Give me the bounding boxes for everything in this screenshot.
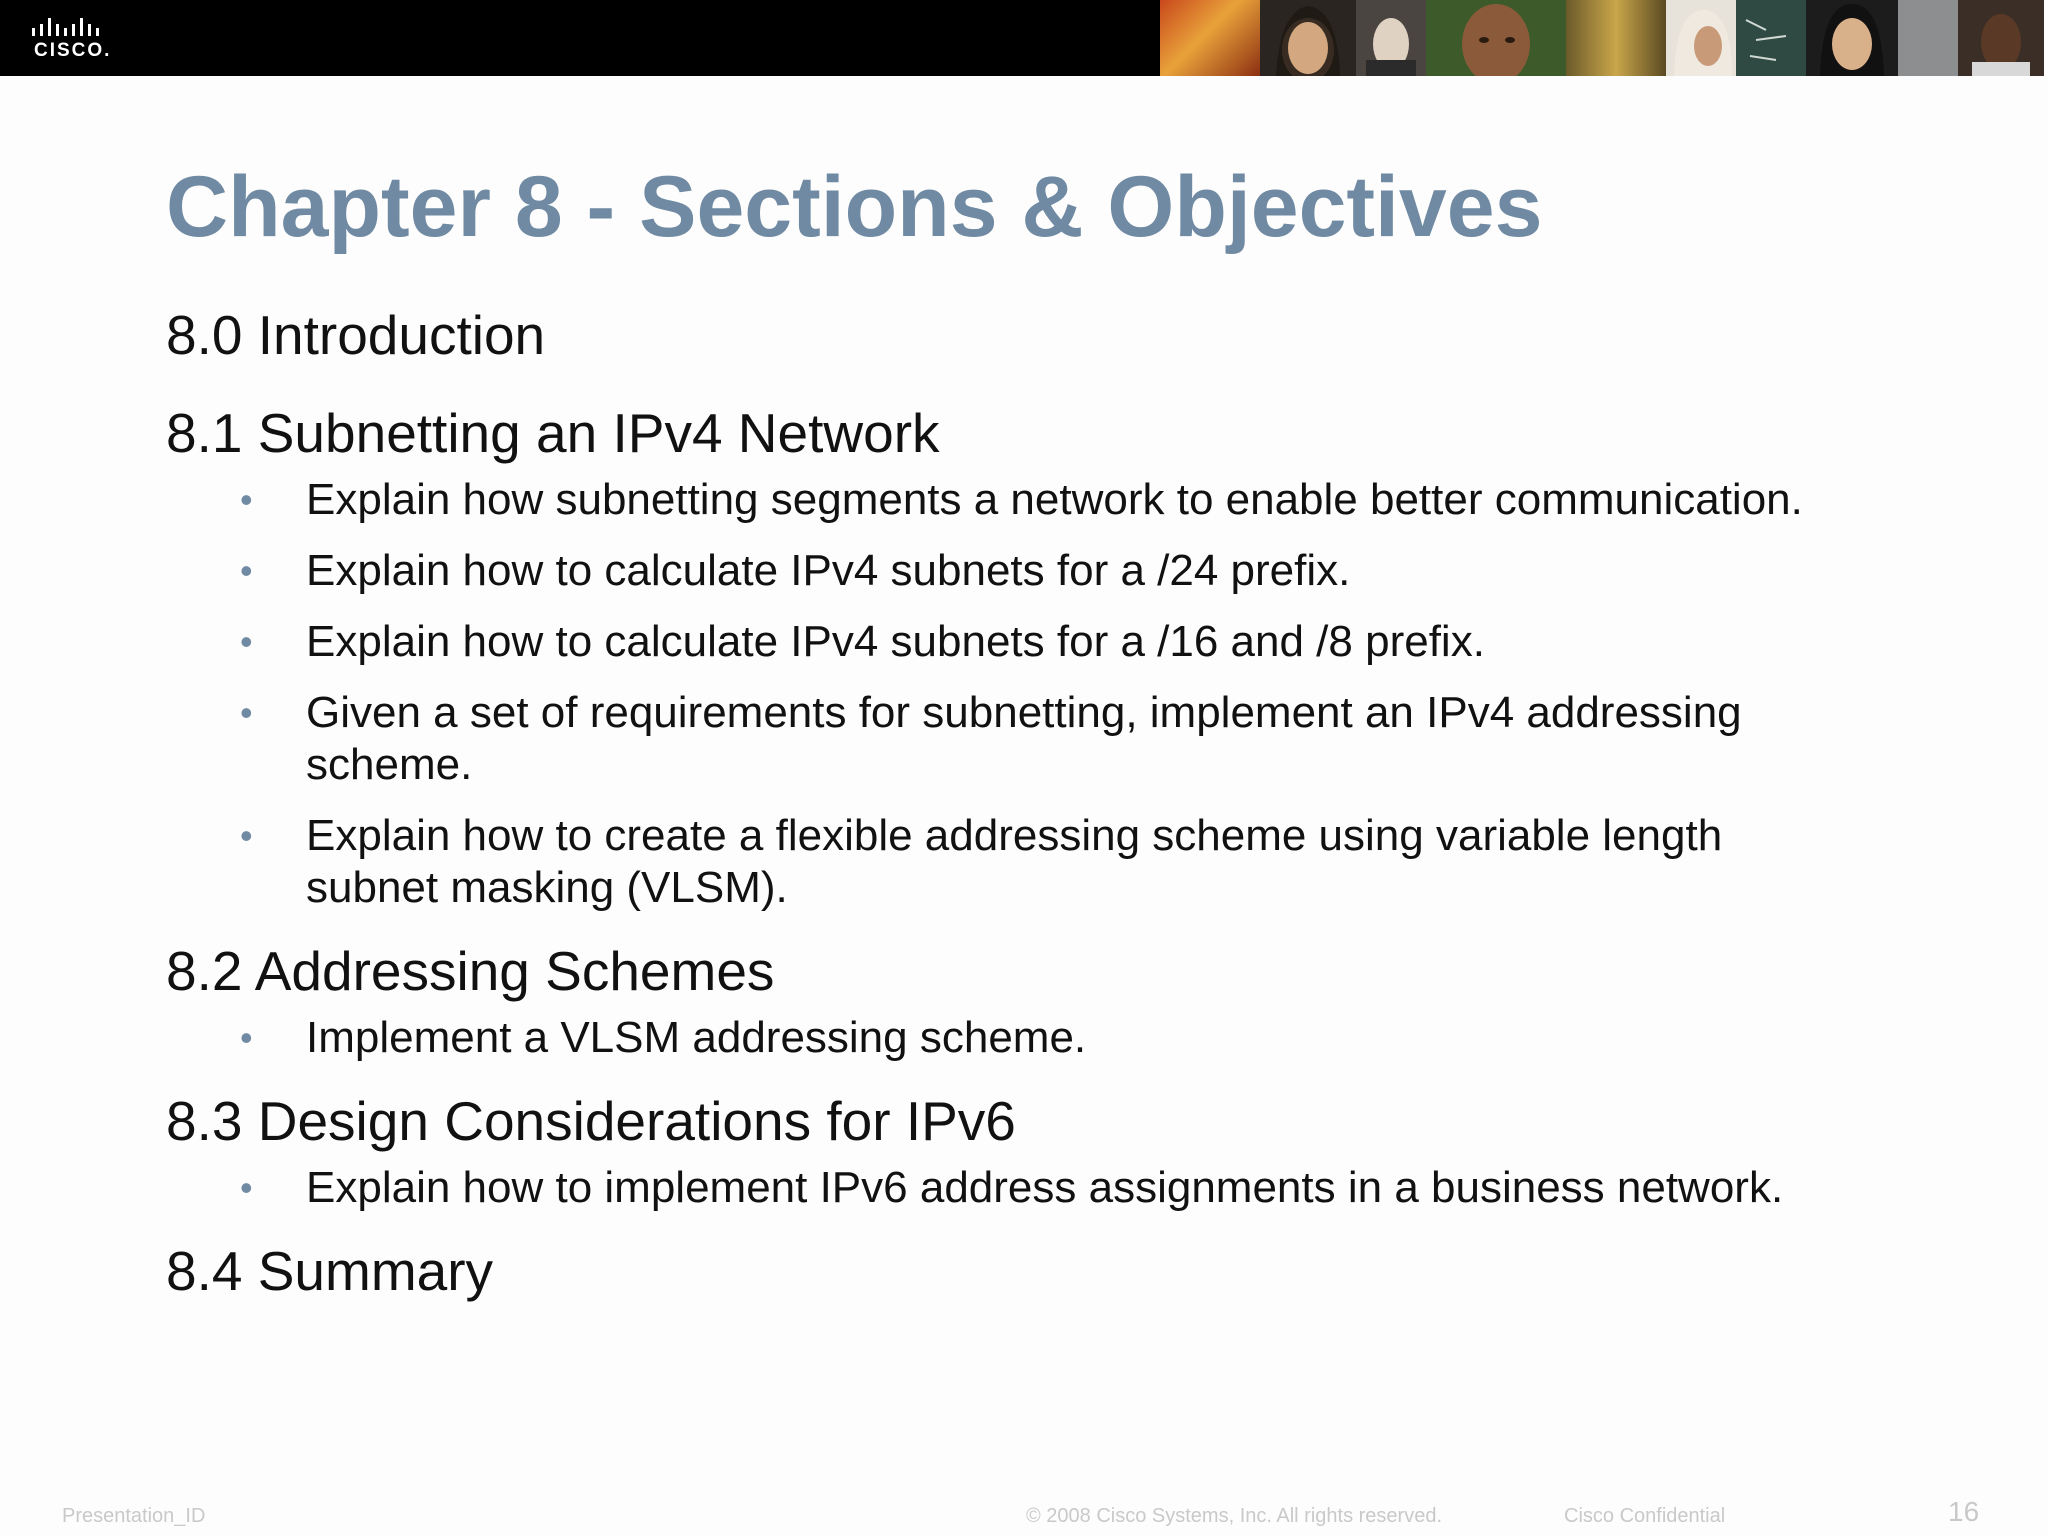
photo-gray bbox=[1898, 0, 1958, 76]
section-list bbox=[166, 302, 1966, 1304]
objective-item bbox=[166, 616, 1866, 668]
objective-text: Explain how to implement IPv6 address assignments in a business network. bbox=[306, 1163, 1784, 1212]
header-photo-strip bbox=[1160, 0, 2048, 76]
bullet-icon: • bbox=[240, 1167, 253, 1208]
bullet-icon: • bbox=[240, 1017, 253, 1058]
bullet-icon: • bbox=[240, 815, 253, 856]
header-bar bbox=[0, 0, 2048, 76]
objective-list bbox=[166, 1012, 1966, 1064]
photo-person bbox=[1356, 0, 1426, 76]
objective-text: Explain how to create a flexible addressing scheme using variable length subnet masking (VLSM). bbox=[306, 811, 1723, 912]
objective-item bbox=[166, 810, 1866, 914]
photo-gap bbox=[2044, 0, 2048, 76]
section-8-0 bbox=[166, 302, 1966, 368]
objective-list bbox=[166, 474, 1966, 914]
cisco-logo-text: CISCO. bbox=[34, 40, 112, 61]
photo-person bbox=[1426, 0, 1566, 76]
objective-item bbox=[166, 1162, 1866, 1214]
section-heading: 8.1 Subnetting an IPv4 Network bbox=[166, 402, 940, 464]
objective-item bbox=[166, 545, 1866, 597]
section-heading: 8.4 Summary bbox=[166, 1240, 494, 1302]
footer-copyright: © 2008 Cisco Systems, Inc. All rights reserved. bbox=[1026, 1505, 1443, 1527]
section-8-2 bbox=[166, 938, 1966, 1064]
objective-list bbox=[166, 1162, 1966, 1214]
bullet-icon: • bbox=[240, 550, 253, 591]
footer-presentation-id: Presentation_ID bbox=[62, 1505, 206, 1527]
section-8-4 bbox=[166, 1238, 1966, 1304]
photo-person bbox=[1806, 0, 1898, 76]
section-heading: 8.3 Design Considerations for IPv6 bbox=[166, 1090, 1016, 1152]
photo-person bbox=[1666, 0, 1736, 76]
photo-abstract-orange bbox=[1160, 0, 1260, 76]
bullet-icon: • bbox=[240, 621, 253, 662]
objective-text: Explain how subnetting segments a network to enable better communication. bbox=[306, 475, 1803, 524]
photo-chalkboard bbox=[1736, 0, 1806, 76]
section-8-1 bbox=[166, 400, 1966, 914]
photo-person bbox=[1958, 0, 2044, 76]
photo-person bbox=[1566, 0, 1666, 76]
page-number: 16 bbox=[1948, 1496, 1980, 1527]
objective-item bbox=[166, 474, 1866, 526]
section-8-3 bbox=[166, 1088, 1966, 1214]
objective-item bbox=[166, 1012, 1866, 1064]
objective-text: Explain how to calculate IPv4 subnets for a /24 prefix. bbox=[306, 546, 1351, 595]
objective-text: Explain how to calculate IPv4 subnets for a /16 and /8 prefix. bbox=[306, 617, 1485, 666]
section-heading: 8.0 Introduction bbox=[166, 304, 546, 366]
footer-confidential: Cisco Confidential bbox=[1564, 1505, 1726, 1527]
bullet-icon: • bbox=[240, 479, 253, 520]
photo-person bbox=[1260, 0, 1356, 76]
bullet-icon: • bbox=[240, 692, 253, 733]
objective-item bbox=[166, 687, 1866, 791]
slide-title: Chapter 8 - Sections & Objectives bbox=[166, 159, 1543, 255]
objective-text: Implement a VLSM addressing scheme. bbox=[306, 1013, 1087, 1062]
objective-text: Given a set of requirements for subnetting, implement an IPv4 addressing scheme. bbox=[306, 688, 1742, 789]
section-heading: 8.2 Addressing Schemes bbox=[166, 940, 775, 1002]
